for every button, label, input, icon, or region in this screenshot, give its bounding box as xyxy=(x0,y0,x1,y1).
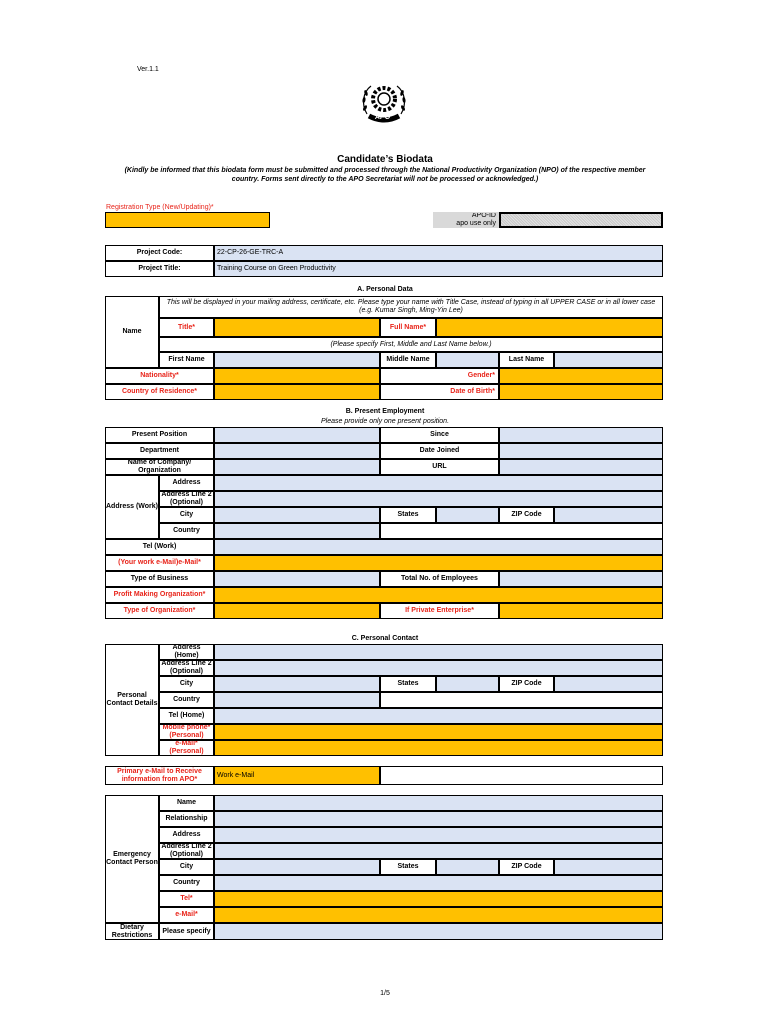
emergency-city-label: City xyxy=(159,859,214,875)
home-tel-label: Tel (Home) xyxy=(159,708,214,724)
nationality-label: Nationality* xyxy=(105,368,214,384)
business-type-label: Type of Business xyxy=(105,571,214,587)
url-label: URL xyxy=(380,459,499,475)
name-note-line1: This will be displayed in your mailing address, certificate, etc. Please type your name with Title Case, instead of typing in all UPPER CASE or in all lower case xyxy=(166,299,656,306)
emergency-address-field[interactable] xyxy=(214,827,663,843)
middle-name-field[interactable] xyxy=(436,352,499,368)
emergency-contact-label: Emergency Contact Person xyxy=(105,795,159,923)
dob-label: Date of Birth* xyxy=(380,384,499,400)
since-label: Since xyxy=(380,427,499,443)
name-specify-note: (Please specify First, Middle and Last Name below.) xyxy=(159,337,663,352)
name-note xyxy=(159,296,663,318)
residence-label: Country of Residence* xyxy=(105,384,214,400)
emergency-address2-label: Address Line 2 (Optional) xyxy=(159,843,214,859)
work-address-label: Address xyxy=(159,475,214,491)
contact-details-label: Personal Contact Details xyxy=(105,644,159,756)
apo-id-label: APO-ID xyxy=(471,212,496,219)
emergency-zip-label: ZIP Code xyxy=(499,859,554,875)
logo-text: APO xyxy=(375,114,391,121)
page-number: 1/5 xyxy=(380,990,390,997)
project-title-value: Training Course on Green Productivity xyxy=(214,261,663,277)
work-states-label: States xyxy=(380,507,436,523)
date-joined-field[interactable] xyxy=(499,443,663,459)
company-label: Name of Company/ Organization xyxy=(105,459,214,475)
work-address-field[interactable] xyxy=(214,475,663,491)
dietary-label: Dietary Restrictions xyxy=(105,923,159,940)
employees-field[interactable] xyxy=(499,571,663,587)
emergency-tel-label: Tel* xyxy=(159,891,214,907)
work-address2-field[interactable] xyxy=(214,491,663,507)
name-note-line2: (e.g. Kumar Singh, Ming-Yin Lee) xyxy=(359,307,463,314)
dietary-specify-label: Please specify xyxy=(159,923,214,940)
private-enterprise-field[interactable] xyxy=(499,603,663,619)
home-country-blank xyxy=(380,692,663,708)
page-subtitle: (Kindly be informed that this biodata form must be submitted and processed through the National Productivity Organization (NPO) of the respective member country. Forms sent directly to the APO Secretariat will not be processed or acknowledged.) xyxy=(124,167,646,183)
private-enterprise-label: If Private Enterprise* xyxy=(380,603,499,619)
section-present-employment: B. Present Employment xyxy=(345,408,425,415)
emergency-address-label: Address xyxy=(159,827,214,843)
home-city-label: City xyxy=(159,676,214,692)
last-name-label: Last Name xyxy=(499,352,554,368)
profit-making-label: Profit Making Organization* xyxy=(105,587,214,603)
project-code-value: 22-CP-26-GE-TRC-A xyxy=(214,245,663,261)
project-code-label: Project Code: xyxy=(105,245,214,261)
primary-email-label: Primary e-Mail to Receive information from APO* xyxy=(105,766,214,785)
work-states-field[interactable] xyxy=(436,507,499,523)
emergency-name-label: Name xyxy=(159,795,214,811)
work-tel-label: Tel (Work) xyxy=(105,539,214,555)
work-country-field[interactable] xyxy=(214,523,380,539)
home-address-field[interactable] xyxy=(214,644,663,660)
full-name-label: Full Name* xyxy=(380,318,436,337)
home-zip-field[interactable] xyxy=(554,676,663,692)
department-field[interactable] xyxy=(214,443,380,459)
since-field[interactable] xyxy=(499,427,663,443)
work-country-blank xyxy=(380,523,663,539)
work-zip-field[interactable] xyxy=(554,507,663,523)
mobile-label: Mobile phone* (Personal) xyxy=(159,724,214,740)
emergency-states-label: States xyxy=(380,859,436,875)
work-city-label: City xyxy=(159,507,214,523)
primary-email-blank xyxy=(380,766,663,785)
first-name-label: First Name xyxy=(159,352,214,368)
project-title-label: Project Title: xyxy=(105,261,214,277)
apo-logo xyxy=(357,80,411,126)
employment-note: Please provide only one present position. xyxy=(320,418,450,425)
dietary-field[interactable] xyxy=(214,923,663,940)
employees-label: Total No. of Employees xyxy=(380,571,499,587)
emergency-email-label: e-Mail* xyxy=(159,907,214,923)
home-zip-label: ZIP Code xyxy=(499,676,554,692)
position-label: Present Position xyxy=(105,427,214,443)
emergency-country-field[interactable] xyxy=(214,875,663,891)
emergency-tel-field[interactable] xyxy=(214,891,663,907)
page-title: Candidate’s Biodata xyxy=(337,154,433,165)
residence-field[interactable] xyxy=(214,384,380,400)
personal-email-field[interactable] xyxy=(214,740,663,756)
first-name-field[interactable] xyxy=(214,352,380,368)
org-type-field[interactable] xyxy=(214,603,380,619)
work-country-label: Country xyxy=(159,523,214,539)
emergency-name-field[interactable] xyxy=(214,795,663,811)
apo-id-field xyxy=(499,212,663,228)
emergency-email-field[interactable] xyxy=(214,907,663,923)
home-country-field[interactable] xyxy=(214,692,380,708)
version-label: Ver.1.1 xyxy=(137,66,159,73)
title-label: Title* xyxy=(159,318,214,337)
work-zip-label: ZIP Code xyxy=(499,507,554,523)
registration-type-field[interactable] xyxy=(105,212,270,228)
middle-name-label: Middle Name xyxy=(380,352,436,368)
emergency-states-field[interactable] xyxy=(436,859,499,875)
emergency-country-label: Country xyxy=(159,875,214,891)
emergency-relationship-field[interactable] xyxy=(214,811,663,827)
profit-making-field[interactable] xyxy=(214,587,663,603)
emergency-city-field[interactable] xyxy=(214,859,380,875)
title-field[interactable] xyxy=(214,318,380,337)
home-address-label: Address (Home) xyxy=(159,644,214,660)
company-field[interactable] xyxy=(214,459,380,475)
org-type-label: Type of Organization* xyxy=(105,603,214,619)
home-states-label: States xyxy=(380,676,436,692)
work-tel-field[interactable] xyxy=(214,539,663,555)
mobile-field[interactable] xyxy=(214,724,663,740)
work-address2-label: Address Line 2 (Optional) xyxy=(159,491,214,507)
full-name-field[interactable] xyxy=(436,318,663,337)
home-city-field[interactable] xyxy=(214,676,380,692)
business-type-field[interactable] xyxy=(214,571,380,587)
department-label: Department xyxy=(105,443,214,459)
emergency-zip-field[interactable] xyxy=(554,859,663,875)
emergency-address2-field[interactable] xyxy=(214,843,663,859)
home-country-label: Country xyxy=(159,692,214,708)
work-city-field[interactable] xyxy=(214,507,380,523)
dob-field[interactable] xyxy=(499,384,663,400)
section-personal-data: A. Personal Data xyxy=(357,286,413,293)
work-email-field[interactable] xyxy=(214,555,663,571)
primary-email-select[interactable]: Work e-Mail xyxy=(214,766,380,785)
home-address2-label: Address Line 2 (Optional) xyxy=(159,660,214,676)
emergency-relationship-label: Relationship xyxy=(159,811,214,827)
section-personal-contact: C. Personal Contact xyxy=(351,635,419,642)
apo-use-only-label: apo use only xyxy=(456,220,496,227)
gender-label: Gender* xyxy=(380,368,499,384)
gender-field[interactable] xyxy=(499,368,663,384)
date-joined-label: Date Joined xyxy=(380,443,499,459)
last-name-field[interactable] xyxy=(554,352,663,368)
registration-type-label: Registration Type (New/Updating)* xyxy=(106,204,214,211)
address-work-label: Address (Work) xyxy=(105,475,159,539)
position-field[interactable] xyxy=(214,427,380,443)
name-label: Name xyxy=(105,296,159,368)
home-address2-field[interactable] xyxy=(214,660,663,676)
nationality-field[interactable] xyxy=(214,368,380,384)
apo-id-label-box xyxy=(433,212,499,228)
home-tel-field[interactable] xyxy=(214,708,663,724)
home-states-field[interactable] xyxy=(436,676,499,692)
work-email-label: (Your work e-Mail)e-Mail* xyxy=(105,555,214,571)
url-field[interactable] xyxy=(499,459,663,475)
personal-email-label: e-Mail* (Personal) xyxy=(159,740,214,756)
